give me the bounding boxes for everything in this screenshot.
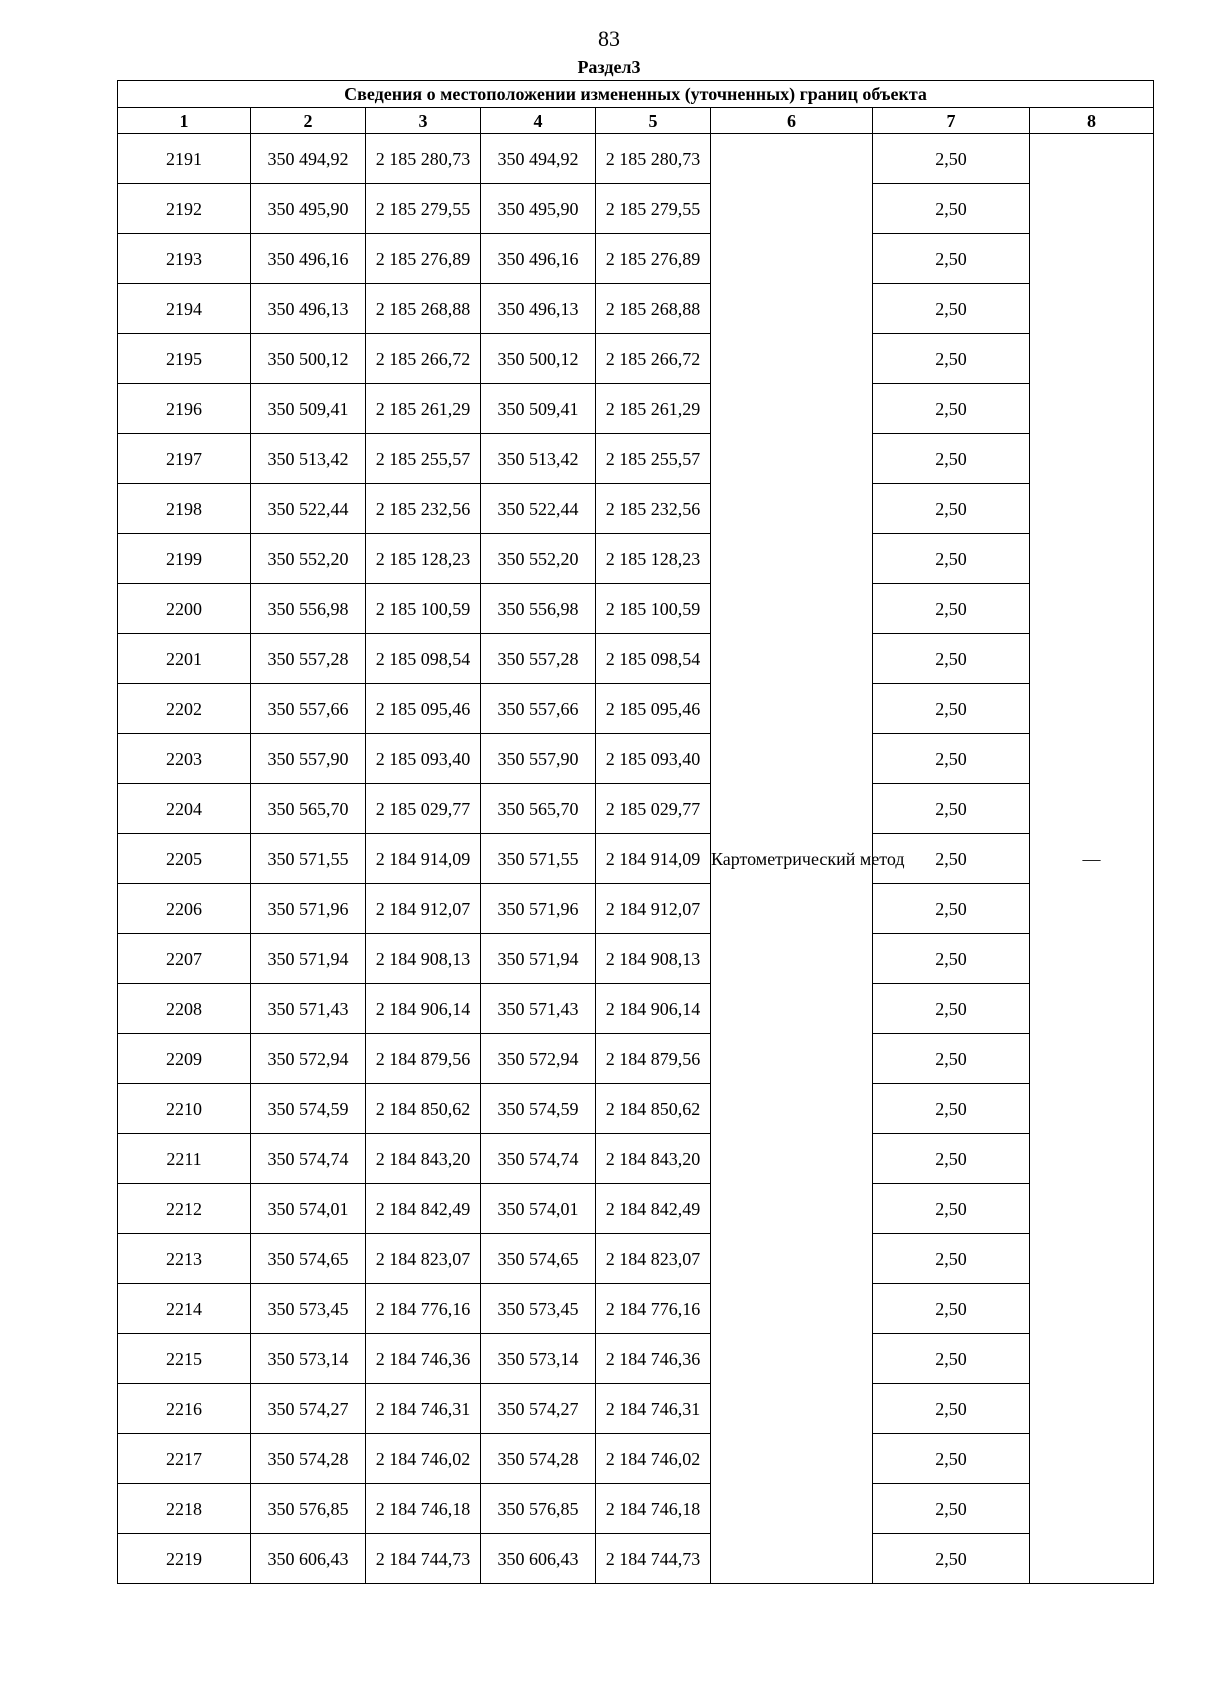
accuracy-cell: 2,50 — [873, 784, 1030, 834]
y-new-cell: 2 184 823,07 — [596, 1234, 711, 1284]
x-new-cell: 350 573,14 — [481, 1334, 596, 1384]
table-row — [118, 884, 1154, 934]
point-number-cell: 2217 — [118, 1434, 251, 1484]
y-new-cell: 2 185 279,55 — [596, 184, 711, 234]
x-existing-cell: 350 522,44 — [251, 484, 366, 534]
y-new-cell: 2 185 261,29 — [596, 384, 711, 434]
table-row — [118, 634, 1154, 684]
point-number-cell: 2210 — [118, 1084, 251, 1134]
x-existing-cell: 350 552,20 — [251, 534, 366, 584]
y-existing-cell: 2 185 093,40 — [366, 734, 481, 784]
x-existing-cell: 350 576,85 — [251, 1484, 366, 1534]
x-existing-cell: 350 574,01 — [251, 1184, 366, 1234]
table-row — [118, 1334, 1154, 1384]
column-number-row — [118, 108, 1154, 134]
y-existing-cell: 2 185 266,72 — [366, 334, 481, 384]
accuracy-cell: 2,50 — [873, 534, 1030, 584]
y-new-cell: 2 184 746,18 — [596, 1484, 711, 1534]
y-new-cell: 2 185 128,23 — [596, 534, 711, 584]
y-existing-cell: 2 185 255,57 — [366, 434, 481, 484]
accuracy-cell: 2,50 — [873, 834, 1030, 884]
accuracy-cell: 2,50 — [873, 884, 1030, 934]
accuracy-cell: 2,50 — [873, 684, 1030, 734]
point-number-cell: 2218 — [118, 1484, 251, 1534]
point-number-cell: 2198 — [118, 484, 251, 534]
table-row — [118, 134, 1154, 184]
table-row — [118, 484, 1154, 534]
accuracy-cell: 2,50 — [873, 284, 1030, 334]
accuracy-cell: 2,50 — [873, 384, 1030, 434]
table-row — [118, 1234, 1154, 1284]
y-existing-cell: 2 185 029,77 — [366, 784, 481, 834]
method-cell: Картометрический метод — [711, 134, 873, 1584]
point-number-cell: 2206 — [118, 884, 251, 934]
x-existing-cell: 350 494,92 — [251, 134, 366, 184]
y-new-cell: 2 185 276,89 — [596, 234, 711, 284]
y-existing-cell: 2 184 744,73 — [366, 1534, 481, 1584]
y-new-cell: 2 184 850,62 — [596, 1084, 711, 1134]
y-new-cell: 2 185 095,46 — [596, 684, 711, 734]
y-new-cell: 2 184 914,09 — [596, 834, 711, 884]
point-number-cell: 2219 — [118, 1534, 251, 1584]
x-new-cell: 350 571,96 — [481, 884, 596, 934]
y-existing-cell: 2 184 842,49 — [366, 1184, 481, 1234]
point-number-cell: 2200 — [118, 584, 251, 634]
accuracy-cell: 2,50 — [873, 1084, 1030, 1134]
point-number-cell: 2207 — [118, 934, 251, 984]
table-row — [118, 934, 1154, 984]
y-new-cell: 2 184 912,07 — [596, 884, 711, 934]
table-row — [118, 584, 1154, 634]
table-title: Сведения о местоположении измененных (уточненных) границ объекта — [118, 81, 1154, 108]
y-new-cell: 2 185 255,57 — [596, 434, 711, 484]
y-existing-cell: 2 184 906,14 — [366, 984, 481, 1034]
y-existing-cell: 2 185 098,54 — [366, 634, 481, 684]
table-row — [118, 1084, 1154, 1134]
table-body — [118, 134, 1154, 1584]
point-number-cell: 2204 — [118, 784, 251, 834]
page-number: 83 — [598, 26, 620, 51]
y-existing-cell: 2 184 879,56 — [366, 1034, 481, 1084]
table-row — [118, 184, 1154, 234]
accuracy-cell: 2,50 — [873, 1384, 1030, 1434]
y-new-cell: 2 184 746,02 — [596, 1434, 711, 1484]
x-existing-cell: 350 500,12 — [251, 334, 366, 384]
point-number-cell: 2201 — [118, 634, 251, 684]
x-existing-cell: 350 557,90 — [251, 734, 366, 784]
point-number-cell: 2214 — [118, 1284, 251, 1334]
accuracy-cell: 2,50 — [873, 134, 1030, 184]
x-existing-cell: 350 571,96 — [251, 884, 366, 934]
accuracy-cell: 2,50 — [873, 934, 1030, 984]
table-row — [118, 784, 1154, 834]
point-number-cell: 2197 — [118, 434, 251, 484]
x-new-cell: 350 574,27 — [481, 1384, 596, 1434]
y-new-cell: 2 185 093,40 — [596, 734, 711, 784]
accuracy-cell: 2,50 — [873, 1234, 1030, 1284]
x-existing-cell: 350 574,65 — [251, 1234, 366, 1284]
table-row — [118, 1134, 1154, 1184]
table-row — [118, 1534, 1154, 1584]
x-existing-cell: 350 573,14 — [251, 1334, 366, 1384]
table-row — [118, 1184, 1154, 1234]
column-number: 1 — [118, 108, 251, 134]
y-new-cell: 2 184 906,14 — [596, 984, 711, 1034]
accuracy-cell: 2,50 — [873, 1034, 1030, 1084]
accuracy-cell: 2,50 — [873, 734, 1030, 784]
x-existing-cell: 350 496,13 — [251, 284, 366, 334]
table-row — [118, 1384, 1154, 1434]
x-existing-cell: 350 574,74 — [251, 1134, 366, 1184]
accuracy-cell: 2,50 — [873, 1534, 1030, 1584]
y-existing-cell: 2 184 908,13 — [366, 934, 481, 984]
column-number: 3 — [366, 108, 481, 134]
x-new-cell: 350 552,20 — [481, 534, 596, 584]
accuracy-cell: 2,50 — [873, 1184, 1030, 1234]
table-row — [118, 434, 1154, 484]
point-number-cell: 2192 — [118, 184, 251, 234]
column-number: 2 — [251, 108, 366, 134]
column-number: 8 — [1030, 108, 1154, 134]
x-new-cell: 350 576,85 — [481, 1484, 596, 1534]
x-new-cell: 350 574,28 — [481, 1434, 596, 1484]
accuracy-cell: 2,50 — [873, 1334, 1030, 1384]
column-number: 5 — [596, 108, 711, 134]
accuracy-cell: 2,50 — [873, 1484, 1030, 1534]
column-number: 6 — [711, 108, 873, 134]
y-existing-cell: 2 185 100,59 — [366, 584, 481, 634]
point-number-cell: 2191 — [118, 134, 251, 184]
point-number-cell: 2202 — [118, 684, 251, 734]
table-row — [118, 1284, 1154, 1334]
column-number: 7 — [873, 108, 1030, 134]
y-existing-cell: 2 185 280,73 — [366, 134, 481, 184]
y-existing-cell: 2 184 746,36 — [366, 1334, 481, 1384]
table-row — [118, 1434, 1154, 1484]
table-row — [118, 734, 1154, 784]
x-existing-cell: 350 495,90 — [251, 184, 366, 234]
x-new-cell: 350 574,59 — [481, 1084, 596, 1134]
x-existing-cell: 350 574,28 — [251, 1434, 366, 1484]
y-new-cell: 2 184 908,13 — [596, 934, 711, 984]
y-existing-cell: 2 184 850,62 — [366, 1084, 481, 1134]
table-row — [118, 1484, 1154, 1534]
accuracy-cell: 2,50 — [873, 334, 1030, 384]
y-new-cell: 2 185 268,88 — [596, 284, 711, 334]
x-new-cell: 350 573,45 — [481, 1284, 596, 1334]
column-number: 4 — [481, 108, 596, 134]
x-new-cell: 350 495,90 — [481, 184, 596, 234]
y-existing-cell: 2 185 268,88 — [366, 284, 481, 334]
point-number-cell: 2193 — [118, 234, 251, 284]
accuracy-cell: 2,50 — [873, 984, 1030, 1034]
x-existing-cell: 350 513,42 — [251, 434, 366, 484]
x-existing-cell: 350 573,45 — [251, 1284, 366, 1334]
y-new-cell: 2 184 842,49 — [596, 1184, 711, 1234]
point-number-cell: 2213 — [118, 1234, 251, 1284]
x-existing-cell: 350 509,41 — [251, 384, 366, 434]
x-new-cell: 350 509,41 — [481, 384, 596, 434]
table-row — [118, 984, 1154, 1034]
x-new-cell: 350 494,92 — [481, 134, 596, 184]
x-existing-cell: 350 571,43 — [251, 984, 366, 1034]
y-existing-cell: 2 185 276,89 — [366, 234, 481, 284]
y-existing-cell: 2 184 746,02 — [366, 1434, 481, 1484]
table-row — [118, 684, 1154, 734]
table-row — [118, 334, 1154, 384]
x-existing-cell: 350 574,59 — [251, 1084, 366, 1134]
y-existing-cell: 2 184 912,07 — [366, 884, 481, 934]
x-new-cell: 350 500,12 — [481, 334, 596, 384]
point-number-cell: 2199 — [118, 534, 251, 584]
y-new-cell: 2 184 843,20 — [596, 1134, 711, 1184]
y-new-cell: 2 185 232,56 — [596, 484, 711, 534]
point-number-cell: 2208 — [118, 984, 251, 1034]
x-new-cell: 350 513,42 — [481, 434, 596, 484]
y-new-cell: 2 184 744,73 — [596, 1534, 711, 1584]
point-number-cell: 2195 — [118, 334, 251, 384]
point-number-cell: 2216 — [118, 1384, 251, 1434]
point-number-cell: 2209 — [118, 1034, 251, 1084]
x-new-cell: 350 571,43 — [481, 984, 596, 1034]
accuracy-cell: 2,50 — [873, 234, 1030, 284]
section-label: Раздел3 — [577, 57, 641, 77]
y-new-cell: 2 184 879,56 — [596, 1034, 711, 1084]
point-number-cell: 2196 — [118, 384, 251, 434]
y-existing-cell: 2 184 823,07 — [366, 1234, 481, 1284]
accuracy-cell: 2,50 — [873, 584, 1030, 634]
accuracy-cell: 2,50 — [873, 184, 1030, 234]
accuracy-cell: 2,50 — [873, 634, 1030, 684]
x-existing-cell: 350 565,70 — [251, 784, 366, 834]
x-new-cell: 350 496,13 — [481, 284, 596, 334]
y-new-cell: 2 184 746,31 — [596, 1384, 711, 1434]
x-existing-cell: 350 572,94 — [251, 1034, 366, 1084]
x-existing-cell: 350 557,28 — [251, 634, 366, 684]
y-existing-cell: 2 184 843,20 — [366, 1134, 481, 1184]
x-new-cell: 350 496,16 — [481, 234, 596, 284]
accuracy-cell: 2,50 — [873, 1134, 1030, 1184]
x-new-cell: 350 557,28 — [481, 634, 596, 684]
y-new-cell: 2 185 280,73 — [596, 134, 711, 184]
y-new-cell: 2 184 776,16 — [596, 1284, 711, 1334]
point-number-cell: 2211 — [118, 1134, 251, 1184]
x-new-cell: 350 606,43 — [481, 1534, 596, 1584]
x-existing-cell: 350 571,55 — [251, 834, 366, 884]
table-row — [118, 1034, 1154, 1084]
accuracy-cell: 2,50 — [873, 1284, 1030, 1334]
accuracy-cell: 2,50 — [873, 484, 1030, 534]
coordinates-table — [117, 80, 1154, 1584]
y-existing-cell: 2 185 232,56 — [366, 484, 481, 534]
x-existing-cell: 350 557,66 — [251, 684, 366, 734]
y-new-cell: 2 184 746,36 — [596, 1334, 711, 1384]
y-existing-cell: 2 184 746,18 — [366, 1484, 481, 1534]
x-new-cell: 350 557,90 — [481, 734, 596, 784]
x-existing-cell: 350 606,43 — [251, 1534, 366, 1584]
x-new-cell: 350 556,98 — [481, 584, 596, 634]
y-new-cell: 2 185 098,54 — [596, 634, 711, 684]
x-new-cell: 350 574,74 — [481, 1134, 596, 1184]
x-existing-cell: 350 574,27 — [251, 1384, 366, 1434]
x-new-cell: 350 574,65 — [481, 1234, 596, 1284]
table-row — [118, 834, 1154, 884]
x-existing-cell: 350 571,94 — [251, 934, 366, 984]
point-number-cell: 2194 — [118, 284, 251, 334]
point-number-cell: 2205 — [118, 834, 251, 884]
x-new-cell: 350 557,66 — [481, 684, 596, 734]
y-existing-cell: 2 185 095,46 — [366, 684, 481, 734]
x-new-cell: 350 574,01 — [481, 1184, 596, 1234]
x-new-cell: 350 565,70 — [481, 784, 596, 834]
point-number-cell: 2203 — [118, 734, 251, 784]
y-new-cell: 2 185 266,72 — [596, 334, 711, 384]
y-new-cell: 2 185 029,77 — [596, 784, 711, 834]
x-existing-cell: 350 496,16 — [251, 234, 366, 284]
table-row — [118, 284, 1154, 334]
point-number-cell: 2212 — [118, 1184, 251, 1234]
y-existing-cell: 2 185 128,23 — [366, 534, 481, 584]
table-row — [118, 534, 1154, 584]
table-row — [118, 384, 1154, 434]
x-new-cell: 350 572,94 — [481, 1034, 596, 1084]
accuracy-cell: 2,50 — [873, 1434, 1030, 1484]
accuracy-cell: 2,50 — [873, 434, 1030, 484]
y-existing-cell: 2 185 279,55 — [366, 184, 481, 234]
table-title-row — [118, 81, 1154, 108]
x-new-cell: 350 571,55 — [481, 834, 596, 884]
x-new-cell: 350 522,44 — [481, 484, 596, 534]
point-number-cell: 2215 — [118, 1334, 251, 1384]
x-new-cell: 350 571,94 — [481, 934, 596, 984]
y-existing-cell: 2 184 776,16 — [366, 1284, 481, 1334]
x-existing-cell: 350 556,98 — [251, 584, 366, 634]
y-existing-cell: 2 184 746,31 — [366, 1384, 481, 1434]
table-row — [118, 234, 1154, 284]
note-cell: — — [1030, 134, 1154, 1584]
y-new-cell: 2 185 100,59 — [596, 584, 711, 634]
y-existing-cell: 2 184 914,09 — [366, 834, 481, 884]
y-existing-cell: 2 185 261,29 — [366, 384, 481, 434]
